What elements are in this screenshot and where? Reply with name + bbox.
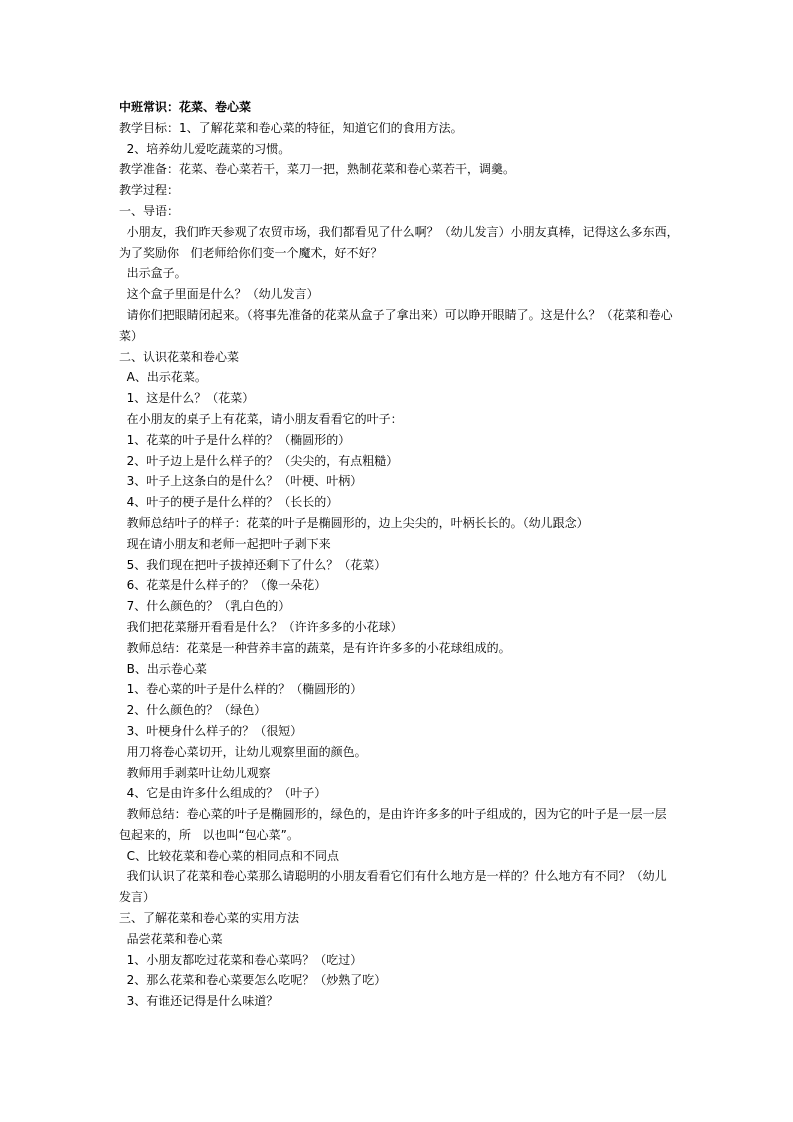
text-line: 发言） [119,890,156,905]
text-line: 6、花菜是什么样子的？（像一朵花） [119,578,327,593]
text-line: 2、那么花菜和卷心菜要怎么吃呢？（炒熟了吃） [119,973,387,988]
text-line: 3、有谁还记得是什么味道？ [119,994,279,1009]
text-line: 教学过程： [119,183,180,198]
document-title: 中班常识：花菜、卷心菜 [119,100,252,114]
text-line: 7、什么颜色的？（乳白色的） [119,599,291,614]
text-line: 5、我们现在把叶子拔掉还剩下了什么？（花菜） [119,557,387,572]
text-line: 我们认识了花菜和卷心菜那么请聪明的小朋友看看它们有什么地方是一样的？什么地方有不同？（幼儿 [119,869,667,884]
text-line: 1、卷心菜的叶子是什么样的？（椭圆形的） [119,682,363,697]
text-line: C、比较花菜和卷心菜的相同点和不同点 [119,848,340,863]
text-line: 2、什么颜色的？（绿色） [119,703,267,718]
text-line: 三、了解花菜和卷心菜的实用方法 [119,911,300,926]
text-line: 3、叶子上这条白的是什么？（叶梗、叶柄） [119,474,363,489]
text-line: 我们把花菜掰开看看是什么？（许许多多的小花球） [119,619,403,634]
text-line: 现在请小朋友和老师一起把叶子剥下来 [119,536,331,551]
text-line: 小朋友，我们昨天参观了农贸市场，我们都看见了什么啊？（幼儿发言）小朋友真棒，记得这么多东西， [119,224,679,239]
text-line: 教学目标：1、了解花菜和卷心菜的特征，知道它们的食用方法。 [119,120,463,135]
text-line: 教学准备：花菜、卷心菜若干，菜刀一把，熟制花菜和卷心菜若干，调羹。 [119,162,516,177]
text-line: 1、小朋友都吃过花菜和卷心菜吗？（吃过） [119,952,363,967]
text-line: 请你们把眼睛闭起来。（将事先准备的花菜从盒子了拿出来）可以睁开眼睛了。这是什么？（花菜和卷心 [119,307,673,322]
text-line: 包起来的，所 以也叫“包心菜”。 [119,827,299,842]
text-line: 菜） [119,328,144,343]
text-line: 二、认识花菜和卷心菜 [119,349,240,364]
text-line: B、出示卷心菜 [119,661,207,676]
text-line: 为了奖励你 们老师给你们变一个魔术，好不好？ [119,245,383,260]
text-line: 教师总结：卷心菜的叶子是椭圆形的，绿色的，是由许许多多的叶子组成的，因为它的叶子是一层一层 [119,807,667,822]
text-line: A、出示花菜。 [119,370,207,385]
text-line: 4、叶子的梗子是什么样的？（长长的） [119,495,339,510]
text-line: 1、这是什么？（花菜） [119,391,255,406]
text-line: 2、叶子边上是什么样子的？（尖尖的，有点粗糙） [119,453,399,468]
text-line: 4、它是由许多什么组成的？（叶子） [119,786,327,801]
text-line: 教师总结叶子的样子：花菜的叶子是椭圆形的，边上尖尖的，叶柄长长的。（幼儿跟念） [119,515,589,530]
text-line: 用刀将卷心菜切开，让幼儿观察里面的颜色。 [119,744,367,759]
text-line: 品尝花菜和卷心菜 [119,931,223,946]
document-lines [119,118,679,1012]
text-line: 在小朋友的桌子上有花菜，请小朋友看看它的叶子： [119,411,403,426]
text-line: 3、叶梗身什么样子的？（很短） [119,723,303,738]
text-line: 一、导语： [119,203,180,218]
text-line: 2、培养幼儿爱吃蔬菜的习惯。 [119,141,291,156]
text-line: 这个盒子里面是什么？（幼儿发言） [119,287,319,302]
text-line: 教师用手剥菜叶让幼儿观察 [119,765,271,780]
text-line: 出示盒子。 [119,266,187,281]
document-body [119,97,679,1012]
text-line: 1、花菜的叶子是什么样的？（椭圆形的） [119,432,351,447]
text-line: 教师总结：花菜是一种营养丰富的蔬菜，是有许许多多的小花球组成的。 [119,640,511,655]
